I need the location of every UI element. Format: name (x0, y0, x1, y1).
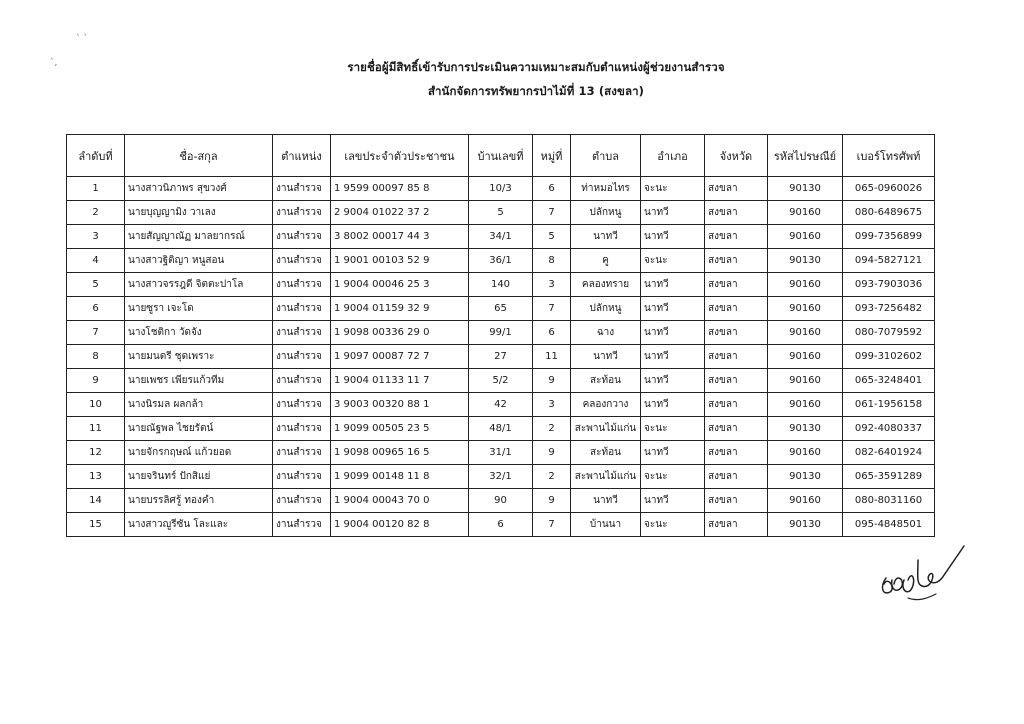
cell-postcode: 90160 (768, 297, 843, 321)
cell-postcode: 90160 (768, 441, 843, 465)
cell-village-no: 7 (533, 201, 571, 225)
cell-phone: 065-0960026 (843, 177, 935, 201)
header-subdistrict: ตำบล (571, 135, 641, 177)
cell-district: นาทวี (641, 201, 705, 225)
cell-province: สงขลา (705, 225, 768, 249)
cell-subdistrict: ปลักหนู (571, 297, 641, 321)
cell-position: งานสำรวจ (273, 225, 331, 249)
table-row (67, 513, 935, 537)
cell-name: นายบรรลิศรู้ ทองคำ (125, 489, 273, 513)
cell-village-no: 7 (533, 513, 571, 537)
cell-province: สงขลา (705, 249, 768, 273)
cell-citizen-id: 2 9004 01022 37 2 (331, 201, 469, 225)
cell-province: สงขลา (705, 321, 768, 345)
table-row (67, 225, 935, 249)
cell-house-no: 5/2 (469, 369, 533, 393)
cell-district: จะนะ (641, 513, 705, 537)
cell-seq: 15 (67, 513, 125, 537)
cell-phone: 065-3248401 (843, 369, 935, 393)
cell-name: นายมนตรี ชุดเพราะ (125, 345, 273, 369)
cell-house-no: 90 (469, 489, 533, 513)
cell-postcode: 90130 (768, 417, 843, 441)
cell-village-no: 6 (533, 177, 571, 201)
cell-citizen-id: 1 9004 01133 11 7 (331, 369, 469, 393)
cell-subdistrict: สะท้อน (571, 369, 641, 393)
cell-house-no: 48/1 (469, 417, 533, 441)
cell-village-no: 9 (533, 441, 571, 465)
cell-district: จะนะ (641, 249, 705, 273)
header-postcode: รหัสไปรษณีย์ (768, 135, 843, 177)
cell-citizen-id: 1 9099 00505 23 5 (331, 417, 469, 441)
cell-district: นาทวี (641, 345, 705, 369)
cell-house-no: 34/1 (469, 225, 533, 249)
cell-position: งานสำรวจ (273, 177, 331, 201)
cell-house-no: 99/1 (469, 321, 533, 345)
cell-village-no: 8 (533, 249, 571, 273)
cell-citizen-id: 1 9004 00043 70 0 (331, 489, 469, 513)
cell-province: สงขลา (705, 369, 768, 393)
cell-phone: 080-8031160 (843, 489, 935, 513)
cell-subdistrict: สะท้อน (571, 441, 641, 465)
cell-postcode: 90130 (768, 177, 843, 201)
cell-subdistrict: นาทวี (571, 489, 641, 513)
cell-position: งานสำรวจ (273, 273, 331, 297)
cell-phone: 061-1956158 (843, 393, 935, 417)
document-title: รายชื่อผู้มีสิทธิ์เข้ารับการประเมินความเหมาะสมกับตำแหน่งผู้ช่วยงานสำรวจ (347, 60, 725, 74)
cell-subdistrict: ฉาง (571, 321, 641, 345)
cell-house-no: 140 (469, 273, 533, 297)
cell-citizen-id: 1 9004 01159 32 9 (331, 297, 469, 321)
cell-province: สงขลา (705, 393, 768, 417)
cell-seq: 6 (67, 297, 125, 321)
cell-position: งานสำรวจ (273, 201, 331, 225)
cell-phone: 093-7903036 (843, 273, 935, 297)
cell-house-no: 10/3 (469, 177, 533, 201)
cell-district: นาทวี (641, 489, 705, 513)
cell-phone: 099-7356899 (843, 225, 935, 249)
cell-position: งานสำรวจ (273, 441, 331, 465)
cell-citizen-id: 1 9004 00046 25 3 (331, 273, 469, 297)
cell-house-no: 5 (469, 201, 533, 225)
handwritten-signature (878, 540, 968, 610)
cell-house-no: 32/1 (469, 465, 533, 489)
cell-village-no: 2 (533, 465, 571, 489)
cell-position: งานสำรวจ (273, 489, 331, 513)
cell-subdistrict: นาทวี (571, 345, 641, 369)
cell-seq: 1 (67, 177, 125, 201)
table-row (67, 345, 935, 369)
cell-postcode: 90130 (768, 465, 843, 489)
cell-citizen-id: 1 9099 00148 11 8 (331, 465, 469, 489)
cell-postcode: 90160 (768, 393, 843, 417)
cell-name: นายจักรกฤษณ์ แก้วยอด (125, 441, 273, 465)
scan-speck: `, (50, 58, 58, 68)
table-body (67, 177, 935, 537)
cell-name: นางสาวญูรีซัน โละและ (125, 513, 273, 537)
cell-village-no: 9 (533, 489, 571, 513)
cell-district: จะนะ (641, 417, 705, 441)
table-row (67, 441, 935, 465)
cell-village-no: 7 (533, 297, 571, 321)
header-position: ตำแหน่ง (273, 135, 331, 177)
cell-district: นาทวี (641, 297, 705, 321)
header-house-no: บ้านเลขที่ (469, 135, 533, 177)
cell-postcode: 90160 (768, 201, 843, 225)
cell-province: สงขลา (705, 513, 768, 537)
cell-phone: 082-6401924 (843, 441, 935, 465)
cell-seq: 11 (67, 417, 125, 441)
cell-postcode: 90160 (768, 489, 843, 513)
candidate-table (66, 134, 935, 537)
cell-seq: 9 (67, 369, 125, 393)
header-district: อำเภอ (641, 135, 705, 177)
header-province: จังหวัด (705, 135, 768, 177)
cell-phone: 095-4848501 (843, 513, 935, 537)
table-row (67, 201, 935, 225)
cell-house-no: 27 (469, 345, 533, 369)
cell-name: นายซูรา เจะโด (125, 297, 273, 321)
cell-postcode: 90160 (768, 321, 843, 345)
cell-province: สงขลา (705, 345, 768, 369)
cell-district: นาทวี (641, 393, 705, 417)
cell-province: สงขลา (705, 489, 768, 513)
scan-speck: ` ` (76, 34, 88, 44)
cell-postcode: 90130 (768, 249, 843, 273)
cell-position: งานสำรวจ (273, 465, 331, 489)
header-village-no: หมู่ที่ (533, 135, 571, 177)
cell-province: สงขลา (705, 417, 768, 441)
cell-subdistrict: คลองทราย (571, 273, 641, 297)
cell-province: สงขลา (705, 201, 768, 225)
cell-postcode: 90130 (768, 513, 843, 537)
cell-seq: 3 (67, 225, 125, 249)
header-citizen-id: เลขประจำตัวประชาชน (331, 135, 469, 177)
table-row (67, 489, 935, 513)
cell-seq: 2 (67, 201, 125, 225)
cell-position: งานสำรวจ (273, 297, 331, 321)
cell-district: นาทวี (641, 441, 705, 465)
cell-seq: 7 (67, 321, 125, 345)
cell-seq: 10 (67, 393, 125, 417)
cell-position: งานสำรวจ (273, 393, 331, 417)
cell-position: งานสำรวจ (273, 321, 331, 345)
cell-house-no: 31/1 (469, 441, 533, 465)
cell-phone: 080-6489675 (843, 201, 935, 225)
cell-citizen-id: 1 9098 00336 29 0 (331, 321, 469, 345)
cell-citizen-id: 1 9004 00120 82 8 (331, 513, 469, 537)
cell-house-no: 42 (469, 393, 533, 417)
cell-province: สงขลา (705, 441, 768, 465)
cell-position: งานสำรวจ (273, 369, 331, 393)
cell-phone: 094-5827121 (843, 249, 935, 273)
cell-village-no: 11 (533, 345, 571, 369)
cell-name: นายสัญญาณัฏ มาลยากรณ์ (125, 225, 273, 249)
cell-seq: 4 (67, 249, 125, 273)
cell-seq: 14 (67, 489, 125, 513)
cell-district: นาทวี (641, 225, 705, 249)
cell-citizen-id: 3 9003 00320 88 1 (331, 393, 469, 417)
cell-subdistrict: คลองกวาง (571, 393, 641, 417)
cell-name: นางนิรมล ผลกล้า (125, 393, 273, 417)
header-phone: เบอร์โทรศัพท์ (843, 135, 935, 177)
cell-name: นายเพชร เพียรแก้วทีม (125, 369, 273, 393)
table-row (67, 177, 935, 201)
cell-subdistrict: สะพานไม้แก่น (571, 465, 641, 489)
cell-village-no: 3 (533, 393, 571, 417)
cell-citizen-id: 1 9097 00087 72 7 (331, 345, 469, 369)
table-row (67, 465, 935, 489)
cell-district: จะนะ (641, 465, 705, 489)
cell-district: นาทวี (641, 369, 705, 393)
cell-name: นางสาวฐิติญา หนูสอน (125, 249, 273, 273)
cell-subdistrict: บ้านนา (571, 513, 641, 537)
table-row (67, 273, 935, 297)
cell-village-no: 3 (533, 273, 571, 297)
cell-name: นายณัฐพล ไชยรัตน์ (125, 417, 273, 441)
cell-postcode: 90160 (768, 369, 843, 393)
table-row (67, 393, 935, 417)
cell-village-no: 5 (533, 225, 571, 249)
cell-village-no: 2 (533, 417, 571, 441)
table-row (67, 249, 935, 273)
cell-province: สงขลา (705, 273, 768, 297)
cell-citizen-id: 1 9001 00103 52 9 (331, 249, 469, 273)
cell-seq: 5 (67, 273, 125, 297)
cell-subdistrict: สะพานไม้แก่น (571, 417, 641, 441)
header-name: ชื่อ-สกุล (125, 135, 273, 177)
cell-postcode: 90160 (768, 225, 843, 249)
cell-citizen-id: 1 9599 00097 85 8 (331, 177, 469, 201)
cell-house-no: 65 (469, 297, 533, 321)
cell-phone: 093-7256482 (843, 297, 935, 321)
table-row (67, 369, 935, 393)
cell-district: นาทวี (641, 273, 705, 297)
cell-citizen-id: 1 9098 00965 16 5 (331, 441, 469, 465)
table-row (67, 417, 935, 441)
cell-name: นายบุญญามิง วาเลง (125, 201, 273, 225)
table-header-row (67, 135, 935, 177)
header-seq: ลำดับที่ (67, 135, 125, 177)
cell-name: นางสาวนิภาพร สุขวงศ์ (125, 177, 273, 201)
table-row (67, 297, 935, 321)
cell-subdistrict: คู (571, 249, 641, 273)
cell-citizen-id: 3 8002 00017 44 3 (331, 225, 469, 249)
cell-postcode: 90160 (768, 345, 843, 369)
cell-position: งานสำรวจ (273, 513, 331, 537)
cell-subdistrict: นาทวี (571, 225, 641, 249)
cell-district: จะนะ (641, 177, 705, 201)
cell-subdistrict: ท่าหมอไทร (571, 177, 641, 201)
cell-house-no: 6 (469, 513, 533, 537)
cell-province: สงขลา (705, 177, 768, 201)
cell-name: นางโชติกา วัดจัง (125, 321, 273, 345)
cell-seq: 8 (67, 345, 125, 369)
cell-province: สงขลา (705, 465, 768, 489)
cell-name: นายจรินทร์ ปักสิแย่ (125, 465, 273, 489)
cell-district: นาทวี (641, 321, 705, 345)
cell-phone: 080-7079592 (843, 321, 935, 345)
cell-seq: 13 (67, 465, 125, 489)
cell-position: งานสำรวจ (273, 417, 331, 441)
cell-village-no: 9 (533, 369, 571, 393)
cell-house-no: 36/1 (469, 249, 533, 273)
cell-phone: 092-4080337 (843, 417, 935, 441)
cell-phone: 065-3591289 (843, 465, 935, 489)
cell-village-no: 6 (533, 321, 571, 345)
cell-position: งานสำรวจ (273, 345, 331, 369)
document-subtitle: สำนักจัดการทรัพยากรป่าไม้ที่ 13 (สงขลา) (427, 84, 645, 98)
cell-phone: 099-3102602 (843, 345, 935, 369)
cell-seq: 12 (67, 441, 125, 465)
table-row (67, 321, 935, 345)
cell-name: นางสาวจรรฎดี จิตตะปาโล (125, 273, 273, 297)
cell-province: สงขลา (705, 297, 768, 321)
cell-subdistrict: ปลักหนู (571, 201, 641, 225)
cell-postcode: 90160 (768, 273, 843, 297)
cell-position: งานสำรวจ (273, 249, 331, 273)
